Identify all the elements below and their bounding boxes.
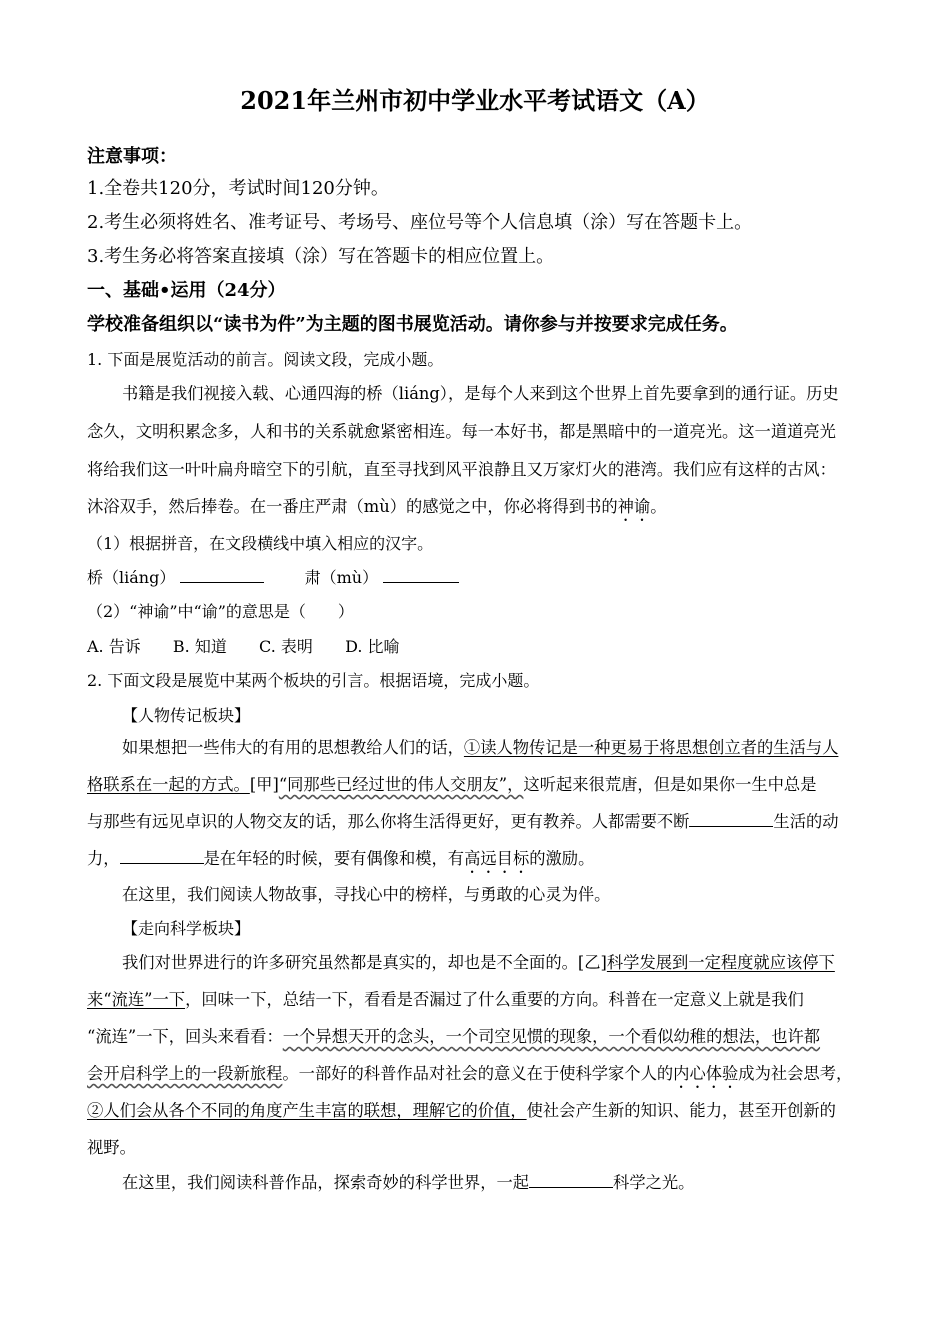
block1-line-3-text: 与那些有远见卓识的人物交友的话，那么你将生活得更好，更有教养。人都需要不断 (87, 812, 690, 831)
block1-line-4-start: 力， (87, 849, 120, 868)
q2-blank-3[interactable] (529, 1173, 613, 1188)
q1-options (87, 636, 400, 658)
block1-line-2-text: 这听起来很荒唐，但是如果你一生中总是 (523, 775, 817, 794)
block2-line-3 (87, 1026, 820, 1048)
q1-stem: 1. 下面是展览活动的前言。阅读文段，完成小题。 (87, 350, 444, 369)
q1-passage-dotted-term: 神谕 (617, 497, 651, 516)
blank1-answer-line[interactable] (180, 568, 264, 583)
block2-line-4 (87, 1063, 852, 1092)
marker-jia: [甲] (249, 775, 279, 794)
option-a[interactable]: A. 告诉 (87, 637, 141, 656)
q1-passage-period: 。 (650, 497, 667, 516)
block2-line-5-text: 使社会产生新的知识、能力，甚至开创新的 (526, 1101, 836, 1120)
q2-blank-2[interactable] (120, 849, 204, 864)
notice-item-1: 1.全卷共120分，考试时间120分钟。 (87, 178, 389, 199)
block2-line-1 (122, 952, 835, 974)
sentence-yi-underlined-cont: 来“流连”一下 (87, 990, 186, 1009)
section-heading: 一、基础•运用（24分） (87, 280, 286, 301)
block1-line-3-end: 生活的动 (773, 812, 839, 831)
q1-passage-line-4 (87, 496, 667, 525)
block2-line-3-text: “流连”一下，回头来看看： (87, 1027, 283, 1046)
block2-closing (122, 1172, 694, 1194)
block1-line-4 (87, 848, 594, 877)
block1-line-4-text: 是在年轻的时候，要有偶像和模，有 (203, 849, 465, 868)
blank2-answer-line[interactable] (383, 568, 459, 583)
block2-line-5 (87, 1100, 836, 1122)
q1-blank-row (87, 567, 459, 589)
block2-line-6: 视野。 (87, 1138, 136, 1157)
sentence-1-underlined: ①读人物传记是一种更易于将思想创立者的生活与人 (463, 738, 839, 757)
q2-stem: 2. 下面文段是展览中某两个板块的引言。根据语境，完成小题。 (87, 671, 540, 690)
block2-line-2 (87, 989, 804, 1011)
block1-line-4-end: 的激励。 (529, 849, 595, 868)
q1-passage-line-4-text: 沐浴双手，然后捧卷。在一番庄严肃（mù）的感觉之中，你必将得到书的 (87, 497, 618, 516)
block2-line-2-text: ，回味一下，总结一下，看看是否漏过了什么重要的方向。科普在一定意义上就是我们 (185, 990, 804, 1009)
q1-passage-line-2: 念久，文明积累念多，人和书的关系就愈紧密相连。每一本好书，都是黑暗中的一道亮光。这一道道亮光 (87, 422, 836, 441)
wavy-phrase: 一个异想天开的念头，一个司空见惯的现象，一个看似幼稚的想法，也许都 (282, 1027, 821, 1046)
quote-jia-wavy: “同那些已经过世的伟人交朋友”， (278, 775, 524, 794)
block2-line-1-text: 我们对世界进行的许多研究虽然都是真实的，却也是不全面的。[乙] (122, 953, 607, 972)
block1-line-1 (122, 737, 838, 759)
blank2-label: 肃（mù） (304, 568, 379, 587)
q1-passage-line-1: 书籍是我们视接入载、心通四海的桥（liáng），是每个人来到这个世界上首先要拿到的通行证。历史 (122, 384, 839, 403)
block2-closing-text: 在这里，我们阅读科普作品，探索奇妙的科学世界，一起 (122, 1173, 530, 1192)
option-d[interactable]: D. 比喻 (345, 637, 400, 656)
exam-title: 2021年兰州市初中学业水平考试语文（A） (240, 86, 710, 115)
block1-line-2 (87, 774, 817, 796)
block2-line-4-text: 。一部好的科普作品对社会的意义在于使科学家个人的 (282, 1064, 674, 1083)
notice-heading: 注意事项： (87, 146, 177, 167)
q2-blank-1[interactable] (689, 812, 773, 827)
section-intro: 学校准备组织以“读书为件”为主题的图书展览活动。请你参与并按要求完成任务。 (87, 314, 738, 335)
block1-title: 【人物传记板块】 (122, 706, 251, 725)
q1-passage-line-3: 将给我们这一叶叶扁舟暗空下的引航，直至寻找到风平浪静且又万家灯火的港湾。我们应有这样的古风： (87, 460, 836, 479)
dotted-term-inner: 内心体验 (673, 1064, 739, 1083)
dotted-term-goal: 高远目标 (464, 849, 530, 868)
block2-title: 【走向科学板块】 (122, 919, 251, 938)
sentence-1-underlined-cont: 格联系在一起的方式。 (87, 775, 250, 794)
q1-sub1: （1）根据拼音，在文段横线中填入相应的汉字。 (87, 534, 434, 553)
notice-item-2: 2.考生必须将姓名、准考证号、考场号、座位号等个人信息填（涂）写在答题卡上。 (87, 212, 753, 233)
block2-line-4-end: 成为社会思考， (738, 1064, 853, 1083)
block1-line-3 (87, 811, 839, 833)
sentence-2-underlined: ②人们会从各个不同的角度产生丰富的联想，理解它的价值， (87, 1101, 527, 1120)
block2-closing-end: 科学之光。 (613, 1173, 695, 1192)
option-c[interactable]: C. 表明 (259, 637, 313, 656)
sentence-yi-underlined: 科学发展到一定程度就应该停下 (606, 953, 835, 972)
block1-closing: 在这里，我们阅读人物故事，寻找心中的榜样，与勇敢的心灵为伴。 (122, 885, 611, 904)
blank1-label: 桥（liáng） (87, 568, 176, 587)
q1-sub2: （2）“神谕”中“谕”的意思是（ ） (87, 602, 354, 621)
block1-line-1-text: 如果想把一些伟大的有用的思想教给人们的话， (122, 738, 464, 757)
option-b[interactable]: B. 知道 (172, 637, 227, 656)
wavy-phrase-cont: 会开启科学上的一段新旅程 (87, 1064, 283, 1083)
notice-item-3: 3.考生务必将答案直接填（涂）写在答题卡的相应位置上。 (87, 246, 555, 267)
